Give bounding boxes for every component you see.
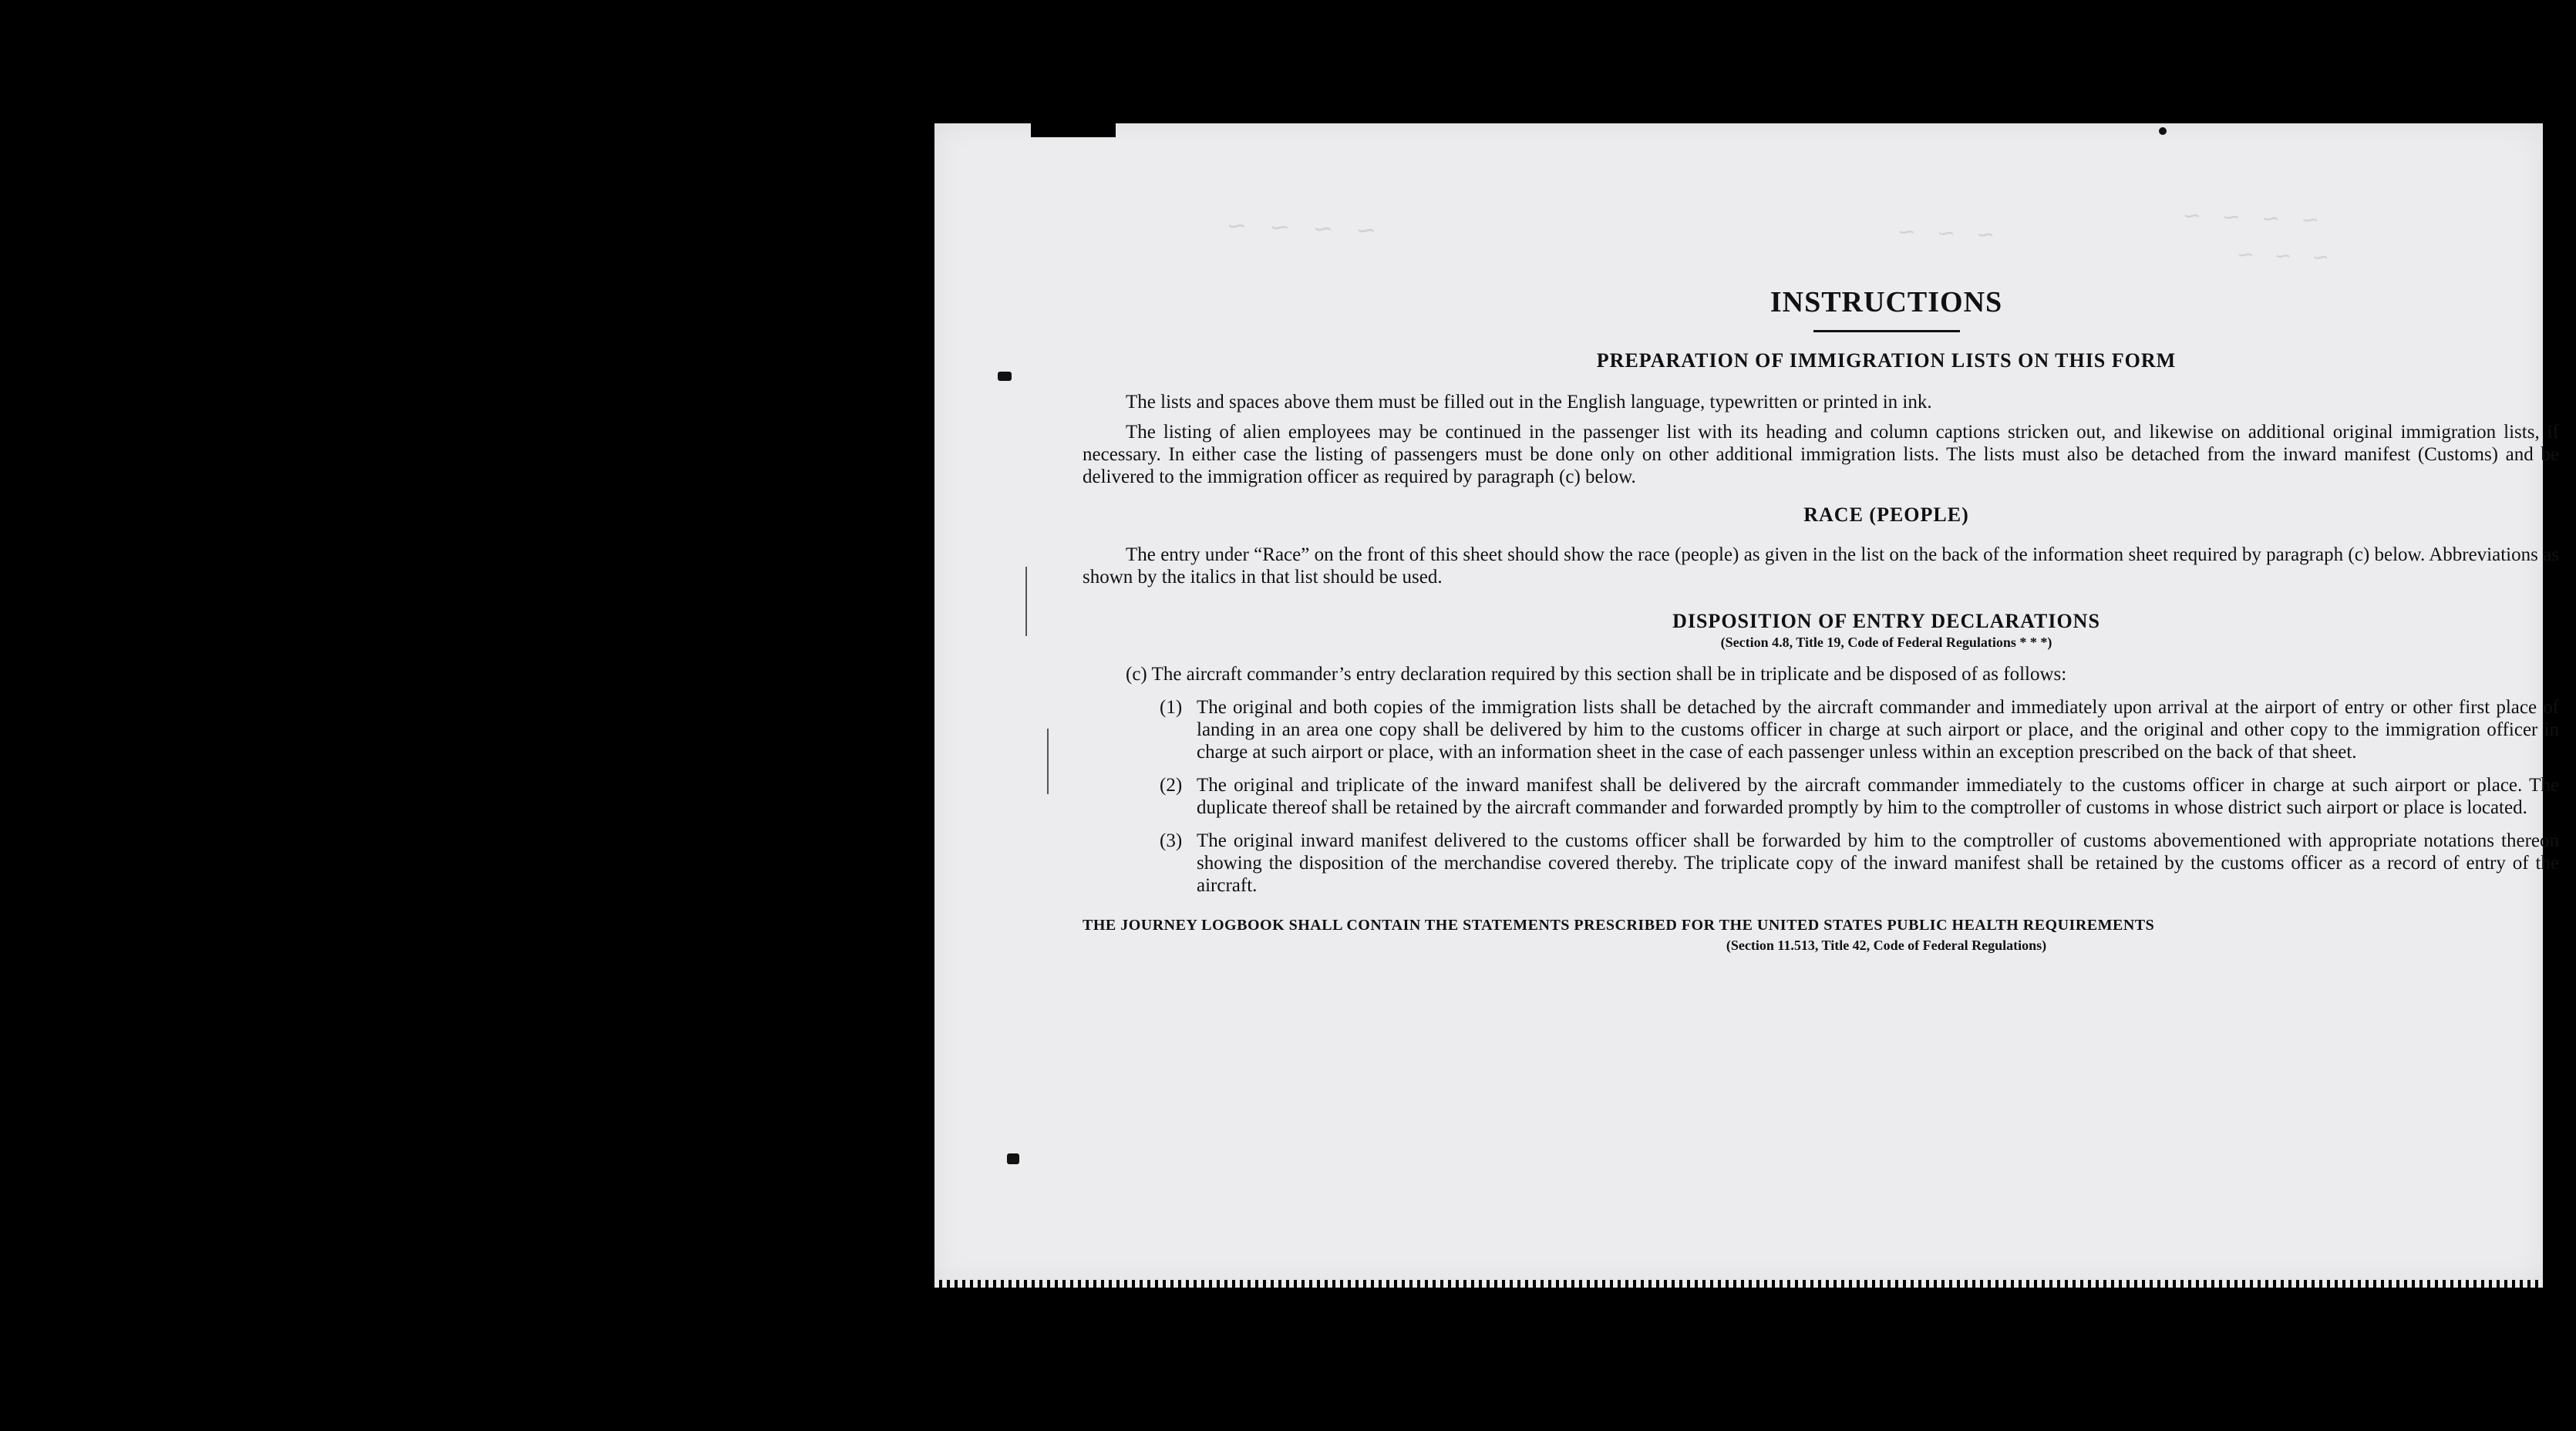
- bleed-through-text: ~ ~ ~: [1897, 214, 1998, 250]
- logbook-reference: (Section 11.513, Title 42, Code of Federal Regulations): [1726, 938, 2047, 953]
- margin-line: [1025, 567, 1027, 636]
- bleed-through-text: ~ ~ ~ ~: [2183, 197, 2322, 235]
- bleed-through-text: ~ ~ ~ ~: [1227, 205, 1379, 246]
- paragraph-alien-employees: The listing of alien employees may be continued in the passenger list with its heading and column captions stricken out, and likewise on additional original immigration lists, if necessary. In either case the listing of passengers must be done only on other additional immigration lists. The lists must also be detached from the inward manifest (Customs) and be delivered to the immigration officer as required by paragraph (c) below.: [1083, 422, 2559, 487]
- punch-mark: [1007, 1153, 1019, 1164]
- bleed-through-text: ~ ~ ~: [2237, 237, 2332, 271]
- section-reference: (Section 4.8, Title 19, Code of Federal Regulations * * *): [1720, 635, 2052, 650]
- list-item-text: The original inward manifest delivered to the customs officer shall be forwarded by him to the comptroller of customs abovementioned with appropriate notations thereon showing the disposition of the merchandise covered thereby. The triplicate copy of the inward manifest shall be retained by the customs officer as a record of entry of the aircraft.: [1197, 830, 2559, 896]
- instructions-body: [1083, 285, 2559, 954]
- paragraph-c-intro: (c) The aircraft commander’s entry declaration required by this section shall be in triplicate and be disposed of as follows:: [1126, 664, 2067, 685]
- paragraph-race: The entry under “Race” on the front of this sheet should show the race (people) as given in the list on the back of the information sheet required by paragraph (c) below. Abbreviations as shown by the italics in that list should be used.: [1083, 544, 2559, 588]
- logbook-statement: THE JOURNEY LOGBOOK SHALL CONTAIN THE STATEMENTS PRESCRIBED FOR THE UNITED STATES PUBLIC HEALTH REQUIREMENTS: [1083, 917, 2155, 934]
- list-item: [1083, 830, 2559, 897]
- sheet-notch: [1031, 123, 1116, 137]
- punch-mark: [998, 372, 1012, 381]
- page-title: INSTRUCTIONS: [1770, 286, 2003, 318]
- section-heading-disposition: DISPOSITION OF ENTRY DECLARATIONS: [1672, 610, 2100, 632]
- list-item: [1083, 696, 2559, 763]
- margin-line: [1047, 729, 1049, 794]
- section-heading-race: RACE (PEOPLE): [1803, 503, 1969, 526]
- document-sheet: [934, 123, 2559, 1283]
- list-item-text: The original and both copies of the immigration lists shall be detached by the aircraft commander and immediately upon arrival at the airport of entry or other first place of landing in an area one copy shall be delivered by him to the customs officer in charge at such airport or place, and the original and other copy to the immigration officer in charge at such airport or place, with an information sheet in the case of each passenger unless within an exception prescribed on the back of that sheet.: [1197, 697, 2559, 763]
- section-heading-preparation: PREPARATION OF IMMIGRATION LISTS ON THIS FORM: [1596, 349, 2177, 372]
- list-item-number: (2): [1160, 775, 1183, 796]
- list-item-number: (3): [1160, 830, 1183, 851]
- title-rule: [1813, 330, 1960, 332]
- list-item-number: (1): [1160, 697, 1183, 718]
- speck-mark: [2159, 127, 2167, 135]
- list-item-text: The original and triplicate of the inward manifest shall be delivered by the aircraft commander immediately to the customs officer in charge at such airport or place. The duplicate thereof shall be retained by the aircraft commander and forwarded promptly by him to the comptroller of customs in whose district such airport or place is located.: [1197, 775, 2559, 818]
- paragraph-language: The lists and spaces above them must be filled out in the English language, typewritten or printed in ink.: [1126, 392, 1932, 412]
- list-item: [1083, 774, 2559, 819]
